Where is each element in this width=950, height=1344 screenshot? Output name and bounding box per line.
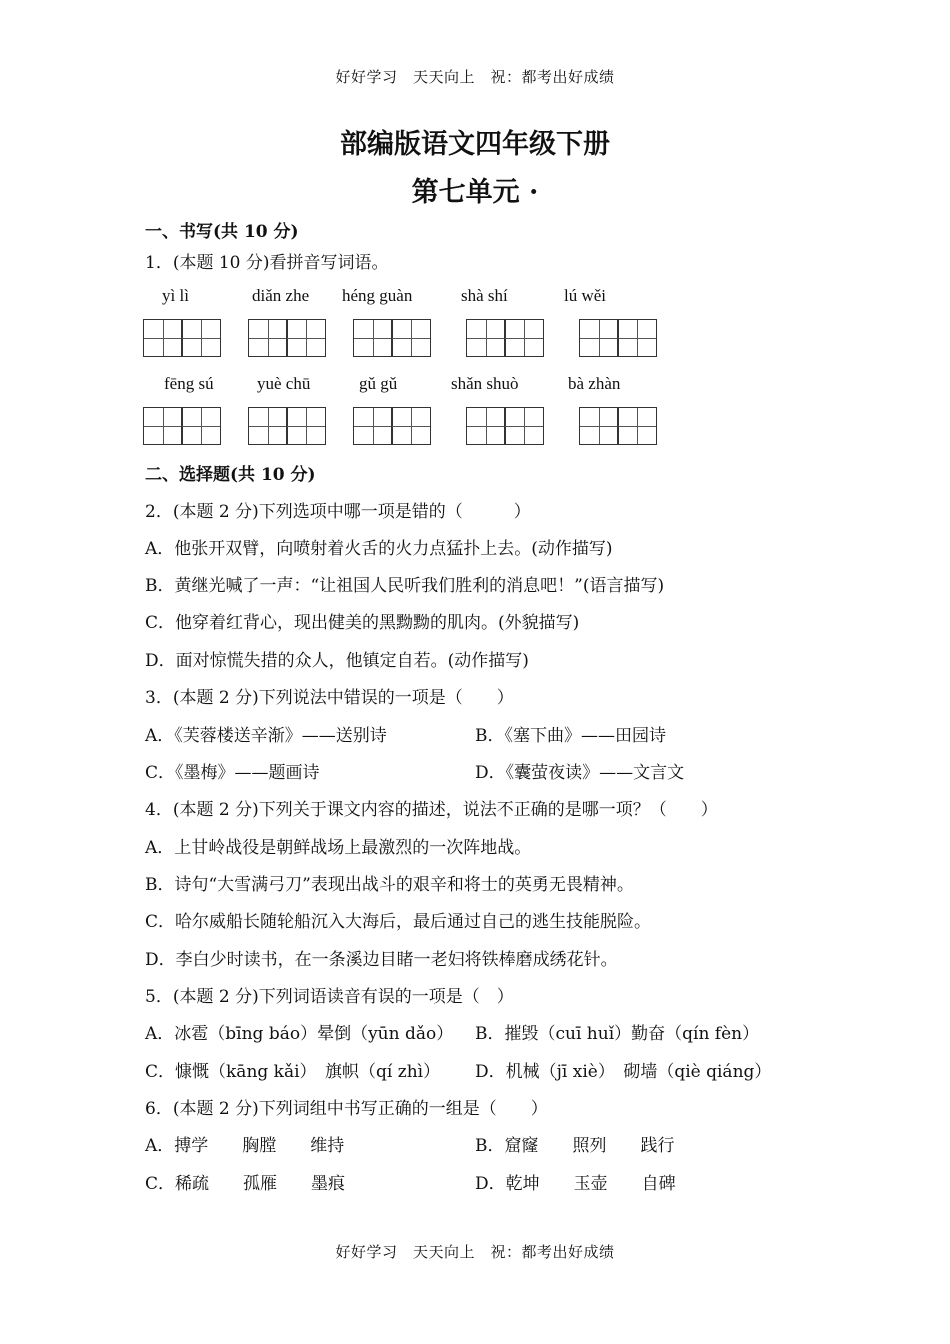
question-2-stem: 2．(本题 2 分)下列选项中哪一项是错的（ ） (145, 502, 531, 522)
option-c[interactable]: C．他穿着红背心，现出健美的黑黝黝的肌肉。(外貌描写) (145, 613, 580, 633)
option-b[interactable]: B．《塞下曲》——田园诗 (475, 726, 666, 746)
writing-cell[interactable] (466, 407, 506, 445)
option-a[interactable]: A．上甘岭战役是朝鲜战场上最激烈的一次阵地战。 (145, 838, 532, 858)
writing-cell[interactable] (579, 319, 619, 357)
pinyin-label: yì lì (162, 286, 189, 305)
writing-box-group[interactable] (353, 319, 430, 357)
pinyin-label: bà zhàn (568, 374, 621, 393)
section-heading-writing: 一、书写(共 10 分) (145, 222, 299, 242)
pinyin-label: gǔ gǔ (359, 374, 398, 393)
writing-box-group[interactable] (143, 407, 220, 445)
option-d[interactable]: D．《囊萤夜读》——文言文 (475, 763, 685, 783)
question-1-stem: 1．(本题 10 分)看拼音写词语。 (145, 253, 389, 273)
writing-cell[interactable] (579, 407, 619, 445)
writing-box-group[interactable] (579, 407, 656, 445)
option-a[interactable]: A．他张开双臂，向喷射着火舌的火力点猛扑上去。(动作描写) (145, 539, 613, 559)
pinyin-label: shà shí (461, 286, 508, 305)
writing-box-group[interactable] (353, 407, 430, 445)
writing-cell[interactable] (466, 319, 506, 357)
option-c[interactable]: C．《墨梅》——题画诗 (145, 763, 320, 783)
writing-box-group[interactable] (143, 319, 220, 357)
question-6-stem: 6．(本题 2 分)下列词组中书写正确的一组是（ ） (145, 1099, 548, 1119)
option-b[interactable]: B．诗句“大雪满弓刀”表现出战斗的艰辛和将士的英勇无畏精神。 (145, 875, 634, 895)
option-a[interactable]: A．冰雹（bīng báo）晕倒（yūn dǎo） (145, 1024, 454, 1044)
pinyin-label: héng guàn (342, 286, 413, 305)
option-c[interactable]: C．哈尔威船长随轮船沉入大海后，最后通过自己的逃生技能脱险。 (145, 912, 652, 932)
option-d[interactable]: D．李白少时读书，在一条溪边目睹一老妇将铁棒磨成绣花针。 (145, 950, 618, 970)
writing-cell[interactable] (248, 407, 288, 445)
writing-cell[interactable] (504, 407, 544, 445)
option-c[interactable]: C．稀疏 孤雁 墨痕 (145, 1174, 346, 1194)
question-4-stem: 4．(本题 2 分)下列关于课文内容的描述，说法不正确的是哪一项？（ ） (145, 800, 718, 820)
writing-cell[interactable] (143, 407, 183, 445)
writing-box-group[interactable] (579, 319, 656, 357)
option-d[interactable]: D．面对惊慌失措的众人，他镇定自若。(动作描写) (145, 651, 529, 671)
section-heading-choice: 二、选择题(共 10 分) (145, 465, 316, 485)
writing-cell[interactable] (617, 407, 657, 445)
option-a[interactable]: A．搏学 胸膛 维持 (145, 1136, 345, 1156)
writing-box-group[interactable] (466, 407, 543, 445)
writing-cell[interactable] (143, 319, 183, 357)
option-a[interactable]: A．《芙蓉楼送辛渐》——送别诗 (145, 726, 387, 746)
option-b[interactable]: B．黄继光喊了一声：“让祖国人民听我们胜利的消息吧！”(语言描写) (145, 576, 665, 596)
option-d[interactable]: D．机械（jī xiè） 砌墙（qiè qiáng） (475, 1062, 772, 1082)
pinyin-label: shǎn shuò (451, 374, 519, 393)
option-b[interactable]: B．窟窿 照列 践行 (475, 1136, 675, 1156)
option-d[interactable]: D．乾坤 玉壶 自碑 (475, 1174, 676, 1194)
writing-cell[interactable] (248, 319, 288, 357)
writing-cell[interactable] (504, 319, 544, 357)
document-title: 部编版语文四年级下册 (340, 129, 610, 160)
writing-cell[interactable] (286, 407, 326, 445)
option-c[interactable]: C．慷慨（kāng kǎi） 旗帜（qí zhì） (145, 1062, 441, 1082)
pinyin-label: yuè chū (257, 374, 311, 393)
unit-title: 第七单元 · (411, 177, 539, 208)
writing-cell[interactable] (353, 319, 393, 357)
pinyin-label: lú wěi (564, 286, 607, 305)
writing-box-group[interactable] (466, 319, 543, 357)
pinyin-label: diǎn zhe (252, 286, 310, 305)
question-5-stem: 5．(本题 2 分)下列词语读音有误的一项是（ ） (145, 987, 514, 1007)
writing-cell[interactable] (391, 319, 431, 357)
page-header: 好好学习 天天向上 祝：都考出好成绩 (335, 68, 615, 86)
question-3-stem: 3．(本题 2 分)下列说法中错误的一项是（ ） (145, 688, 514, 708)
option-b[interactable]: B．摧毁（cuī huǐ）勤奋（qín fèn） (475, 1024, 760, 1044)
writing-cell[interactable] (286, 319, 326, 357)
writing-cell[interactable] (353, 407, 393, 445)
writing-box-group[interactable] (248, 319, 325, 357)
writing-cell[interactable] (617, 319, 657, 357)
writing-cell[interactable] (181, 319, 221, 357)
writing-box-group[interactable] (248, 407, 325, 445)
writing-cell[interactable] (181, 407, 221, 445)
writing-cell[interactable] (391, 407, 431, 445)
page-footer: 好好学习 天天向上 祝：都考出好成绩 (335, 1243, 615, 1261)
pinyin-label: fēng sú (164, 374, 214, 393)
